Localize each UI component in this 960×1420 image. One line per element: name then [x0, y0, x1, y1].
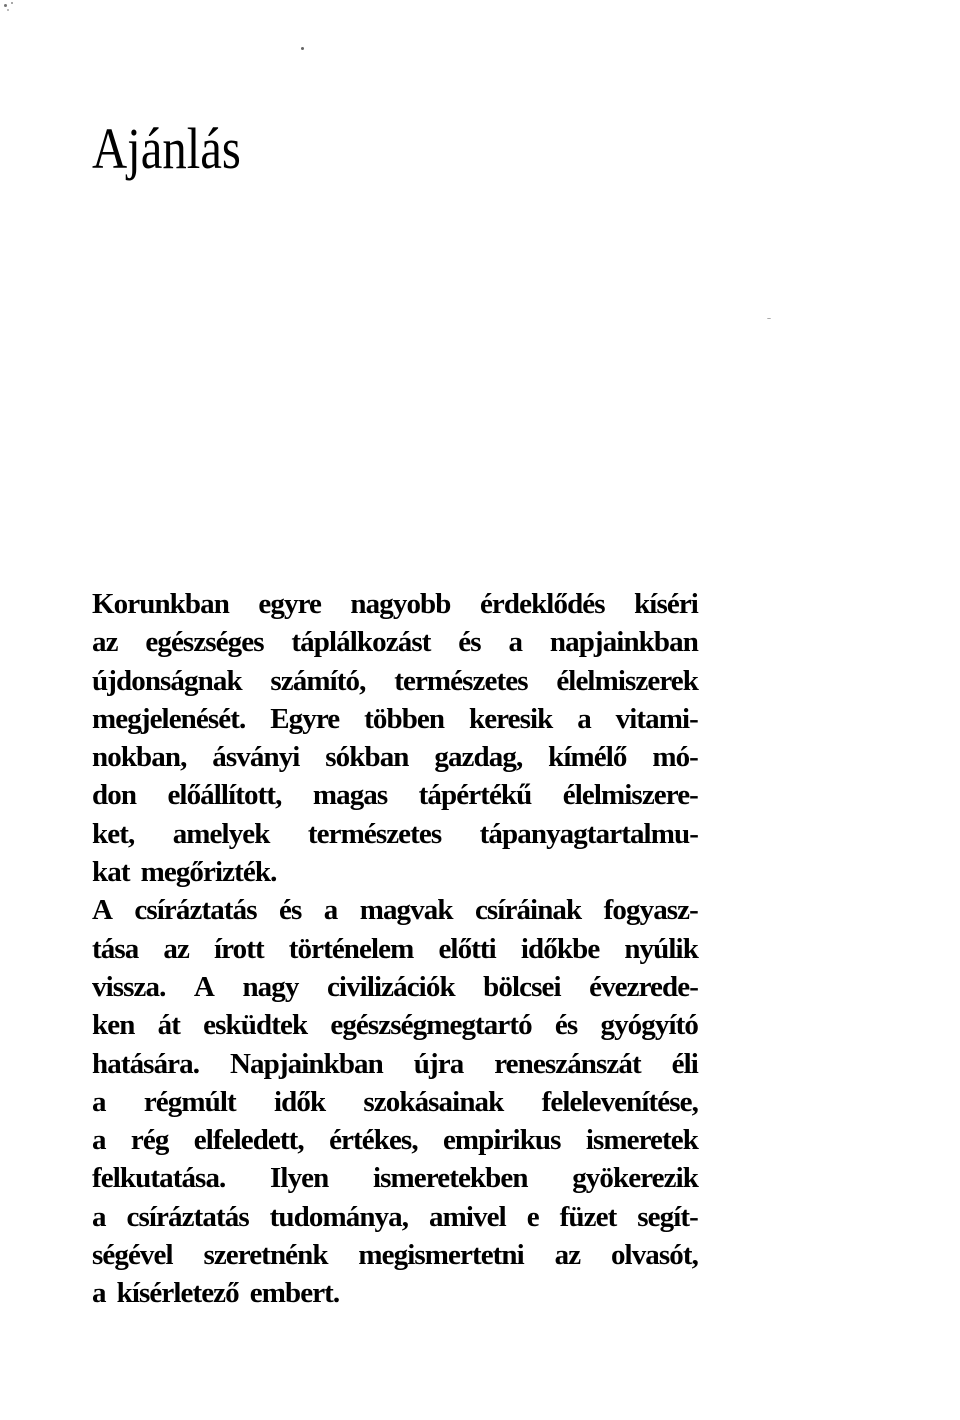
text-line: [92, 738, 698, 776]
word: don: [92, 779, 137, 812]
word: megőrizték.: [140, 856, 277, 889]
word: fogyasz-: [603, 894, 698, 927]
body-paragraph: [92, 585, 698, 1313]
word: magas: [312, 779, 388, 812]
word: rég: [130, 1124, 169, 1157]
word: embert.: [249, 1277, 340, 1310]
word: a: [577, 702, 591, 735]
word: megjelenését.: [92, 702, 246, 735]
word: évezrede-: [589, 970, 698, 1003]
word: időkbe: [520, 932, 600, 965]
word: nokban,: [92, 741, 187, 774]
word: amelyek: [172, 817, 270, 850]
text-line: [92, 1274, 698, 1312]
word: szeretnénk: [203, 1239, 328, 1272]
word: kat: [92, 856, 130, 889]
word: ken: [92, 1009, 135, 1042]
text-line: [92, 1198, 698, 1236]
word: mó-: [652, 741, 698, 774]
word: civilizációk: [326, 970, 455, 1003]
word: Egyre: [270, 702, 340, 735]
word: és: [278, 894, 302, 927]
word: és: [458, 626, 481, 659]
word: kíséri: [634, 588, 698, 620]
word: egyre: [258, 588, 321, 620]
word: vitami-: [615, 702, 698, 735]
word: a: [92, 1277, 106, 1310]
word: történelem: [288, 932, 414, 965]
word: olvasót,: [610, 1239, 698, 1272]
word: A: [92, 894, 113, 927]
word: előtti: [438, 932, 496, 965]
word: a: [92, 1085, 106, 1118]
word: számító,: [270, 664, 366, 697]
word: gyógyító: [600, 1009, 698, 1042]
word: ket,: [92, 817, 135, 850]
word: hatására.: [92, 1047, 200, 1080]
word: élelmiszere-: [562, 779, 698, 812]
text-line: [92, 662, 698, 700]
word: írott: [213, 932, 264, 965]
word: füzet: [559, 1200, 617, 1233]
text-line: [92, 1006, 698, 1044]
text-line: [92, 1045, 698, 1083]
word: régmúlt: [143, 1085, 236, 1118]
text-line: [92, 815, 698, 853]
text-line: [92, 1121, 698, 1159]
word: többen: [364, 702, 445, 735]
word: empirikus: [442, 1124, 561, 1157]
word: újdonságnak: [92, 664, 242, 697]
word: ségével: [92, 1239, 173, 1272]
word: ásványi: [212, 741, 300, 774]
word: A: [193, 970, 214, 1003]
word: bölcsei: [483, 970, 561, 1003]
word: a: [92, 1124, 106, 1157]
word: élelmiszerek: [556, 664, 698, 697]
word: elfeledett,: [193, 1124, 304, 1157]
scan-speck: [301, 47, 304, 50]
word: amivel: [429, 1200, 506, 1233]
scan-speck: [767, 318, 771, 319]
word: természetes: [307, 817, 442, 850]
word: csíráztatás: [134, 894, 257, 927]
word: kímélő: [548, 741, 627, 774]
word: Napjainkban: [229, 1047, 383, 1080]
text-line: [92, 1083, 698, 1121]
scan-speck: [11, 2, 13, 4]
scan-speck: [7, 9, 9, 11]
word: kísérletező: [116, 1277, 239, 1310]
word: nyúlik: [624, 932, 698, 965]
text-line: [92, 700, 698, 738]
text-line: [92, 930, 698, 968]
word: a: [508, 626, 523, 659]
word: érdeklődés: [479, 588, 605, 620]
word: értékes,: [329, 1124, 418, 1157]
word: szokásainak: [363, 1085, 504, 1118]
word: csíráztatás: [126, 1200, 249, 1233]
page-title: Ajánlás: [92, 116, 241, 181]
word: felkutatása.: [92, 1162, 226, 1195]
word: sókban: [325, 741, 409, 774]
word: Ilyen: [270, 1162, 329, 1195]
word: az: [554, 1239, 581, 1272]
word: magvak: [359, 894, 453, 927]
word: tudománya,: [269, 1200, 409, 1233]
word: esküdtek: [203, 1009, 308, 1042]
word: egészségmegtartó: [330, 1009, 532, 1042]
word: idők: [273, 1085, 326, 1118]
text-line: [92, 968, 698, 1006]
word: Korunkban: [92, 588, 229, 620]
word: e: [526, 1200, 539, 1233]
word: keresik: [468, 702, 553, 735]
word: tápanyagtartalmu-: [479, 817, 698, 850]
word: vissza.: [92, 970, 166, 1003]
word: napjainkban: [549, 626, 698, 659]
word: tápértékű: [418, 779, 532, 812]
word: és: [554, 1009, 578, 1042]
word: újra: [413, 1047, 464, 1080]
word: át: [157, 1009, 180, 1042]
scan-speck: [4, 4, 7, 7]
text-line: [92, 1236, 698, 1274]
word: nagyobb: [350, 588, 451, 620]
word: ismeretek: [585, 1124, 698, 1157]
text-line: [92, 853, 698, 891]
word: a: [92, 1200, 106, 1233]
text-line: [92, 776, 698, 814]
word: a: [323, 894, 338, 927]
word: segít-: [637, 1200, 698, 1233]
text-line: [92, 623, 698, 661]
word: nagy: [242, 970, 299, 1003]
word: az: [163, 932, 189, 965]
text-line: [92, 891, 698, 929]
text-line: [92, 585, 698, 623]
word: gazdag,: [434, 741, 523, 774]
word: felelevenítése,: [541, 1085, 698, 1118]
word: gyökerezik: [572, 1162, 698, 1195]
word: az: [92, 626, 118, 659]
word: csíráinak: [474, 894, 582, 927]
word: éli: [671, 1047, 698, 1080]
word: megismertetni: [358, 1239, 524, 1272]
text-line: [92, 1159, 698, 1197]
word: reneszánszát: [494, 1047, 641, 1080]
word: ismeretekben: [373, 1162, 528, 1195]
word: természetes: [394, 664, 528, 697]
word: egészséges: [145, 626, 264, 659]
word: táplálkozást: [291, 626, 431, 659]
word: előállított,: [167, 779, 282, 812]
word: tása: [92, 932, 139, 965]
